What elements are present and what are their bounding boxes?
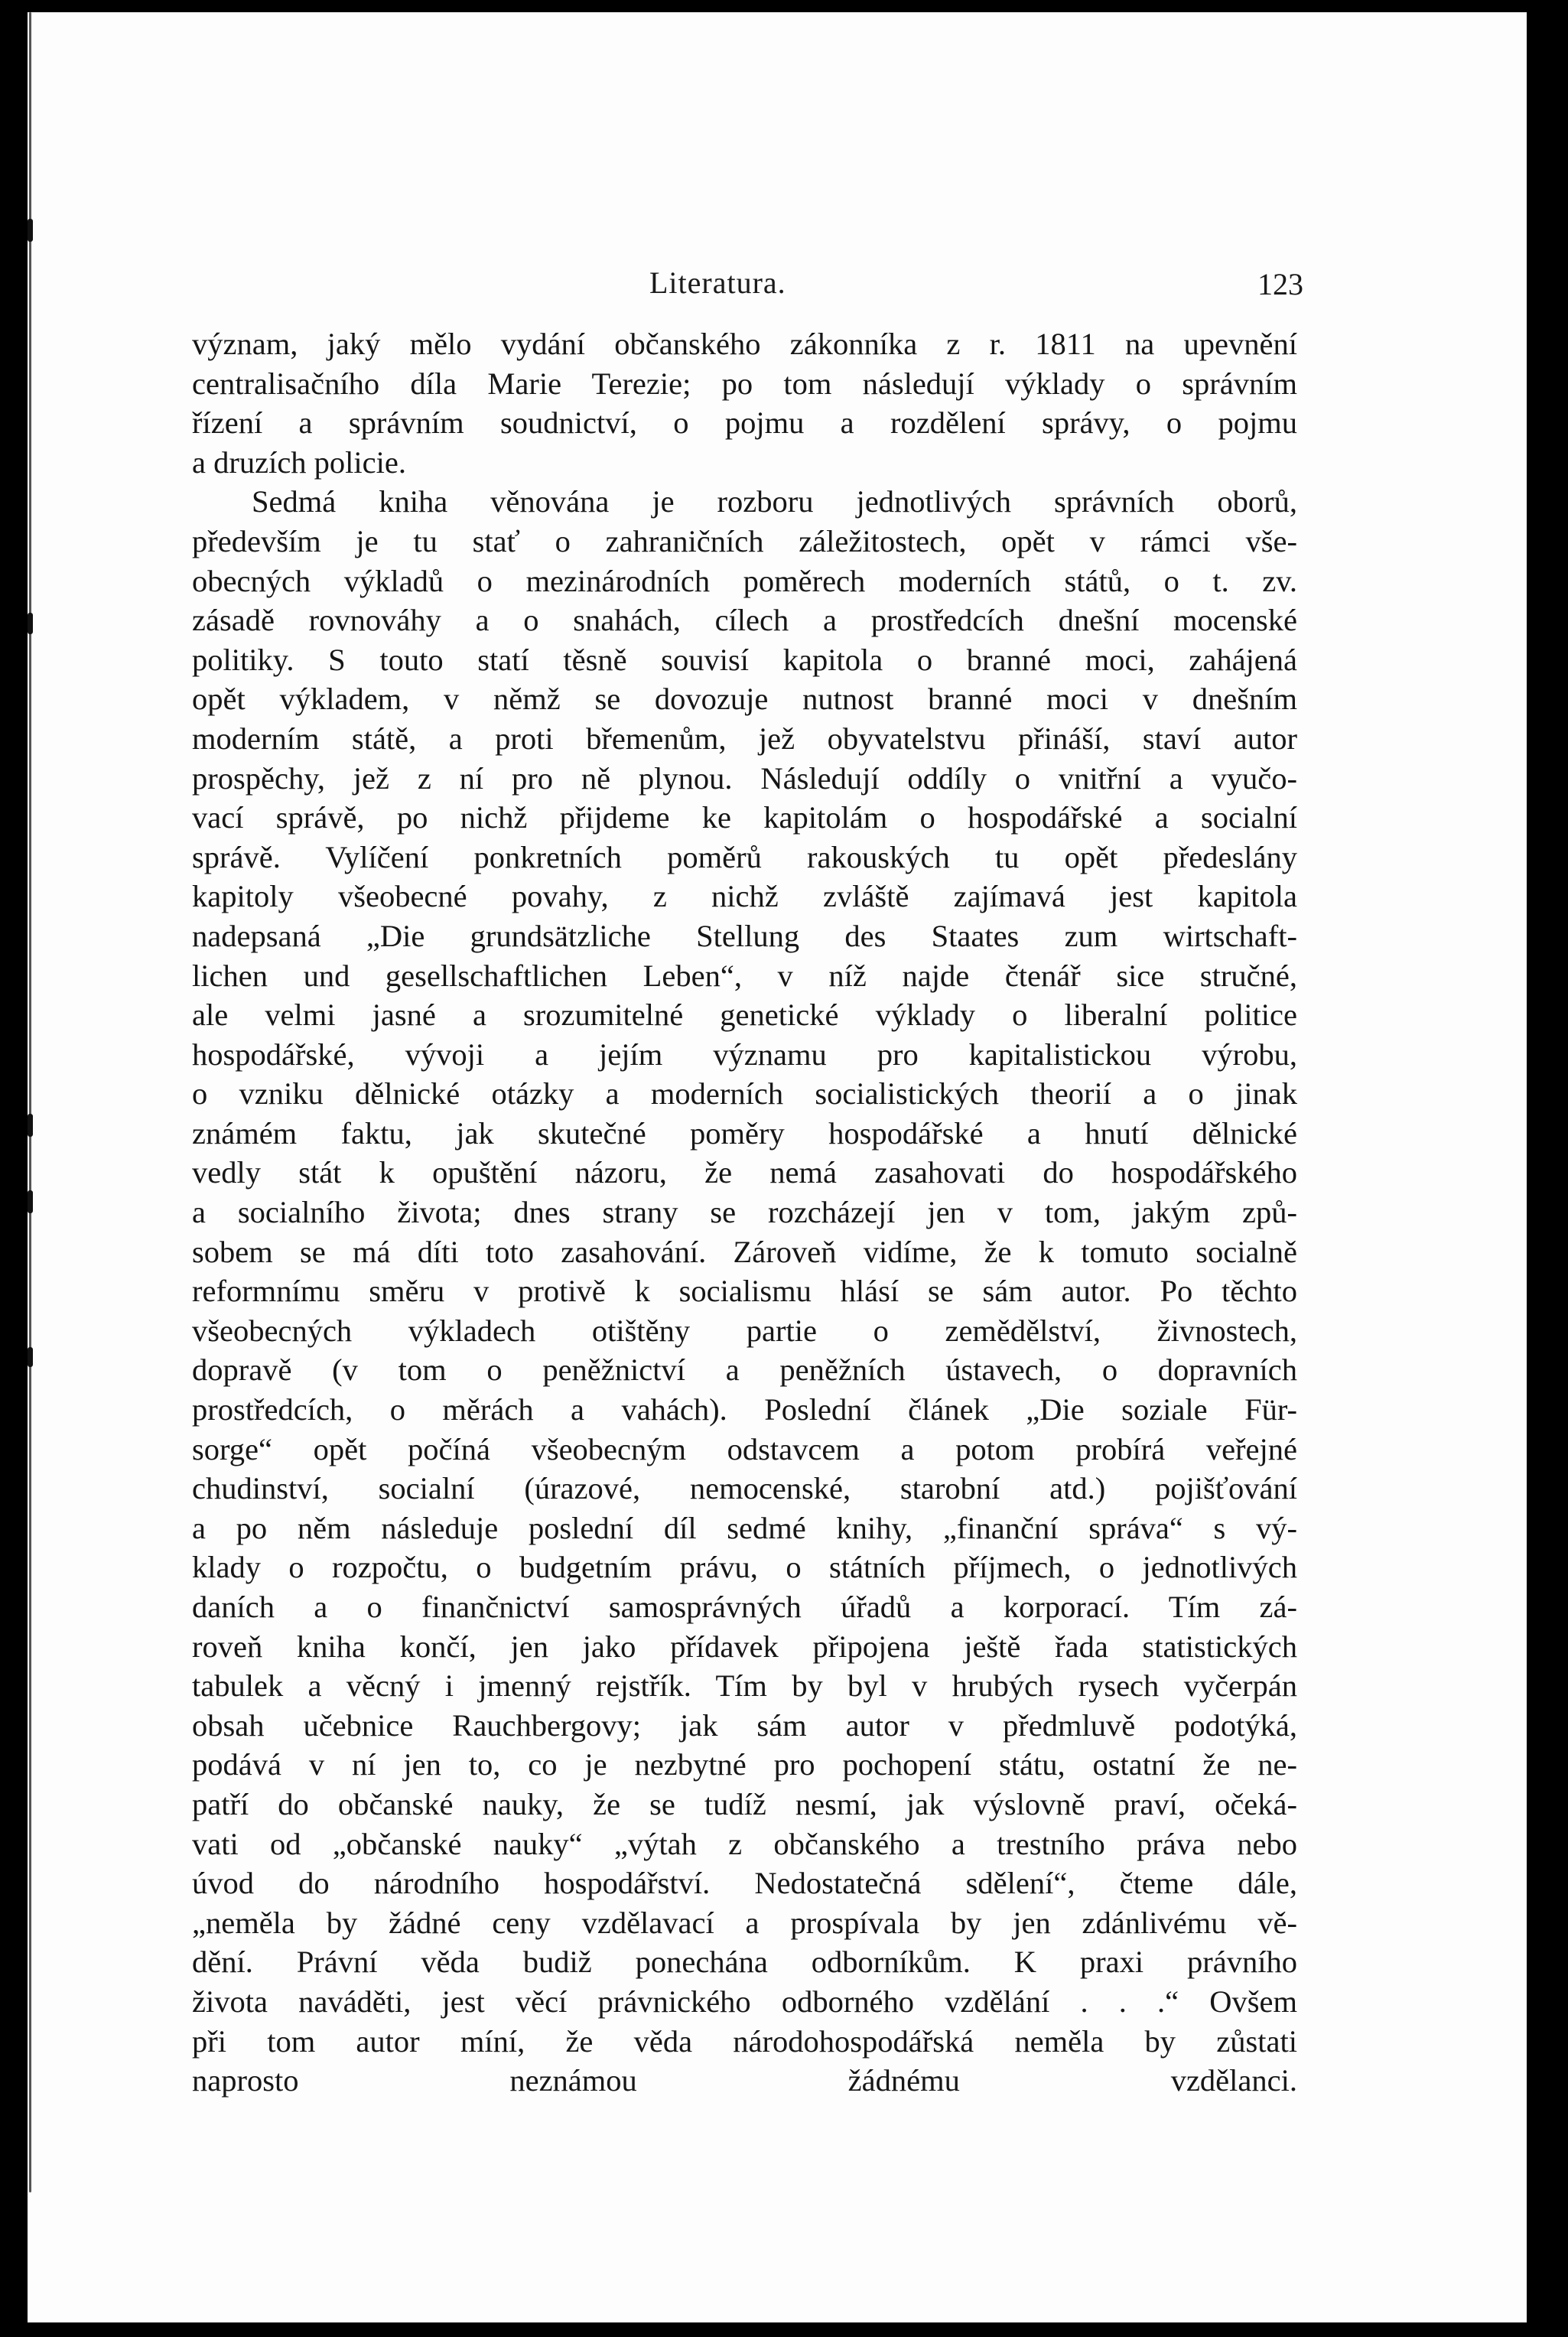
text-line: a po něm následuje poslední díl sedmé knihy, „finanční správa“ s vý- [192, 1510, 1297, 1545]
book-page [28, 12, 1527, 2322]
text-line: úvod do národního hospodářství. Nedostatečná sdělení“, čteme dále, [192, 1866, 1297, 1901]
text-line: ale velmi jasné a srozumitelné genetické výklady o liberalní politice [192, 998, 1297, 1033]
text-line: sobem se má díti toto zasahování. Zároveň vidíme, že k tomuto socialně [192, 1234, 1297, 1269]
text-line: roveň kniha končí, jen jako přídavek připojena ještě řada statistických [192, 1629, 1297, 1664]
text-line: především je tu stať o zahraničních záležitostech, opět v rámci vše- [192, 523, 1297, 558]
text-line: všeobecných výkladech otištěny partie o zemědělství, živnostech, [192, 1313, 1297, 1348]
text-line: zásadě rovnováhy a o snahách, cílech a prostředcích dnešní mocenské [192, 603, 1297, 638]
binding-edge-mark [28, 219, 33, 242]
body-text [192, 324, 1297, 2140]
text-line [192, 2101, 1297, 2140]
text-line: prostředcích, o měrách a vahách). Poslední článek „Die soziale Für- [192, 1392, 1297, 1427]
text-line: daních a o finančnictví samosprávných úřadů a korporací. Tím zá- [192, 1590, 1297, 1624]
text-line: chudinství, socialní (úrazové, nemocenské, starobní atd.) pojišťování [192, 1471, 1297, 1506]
text-line: opět výkladem, v němž se dovozuje nutnost branné moci v dnešním [192, 682, 1297, 717]
text-line: dění. Právní věda budiž ponechána odborníkům. K praxi právního [192, 1945, 1297, 1980]
text-line: klady o rozpočtu, o budgetním právu, o státních příjmech, o jednotlivých [192, 1550, 1297, 1585]
text-line: moderním státě, a proti břemenům, jež obyvatelstvu přináší, staví autor [192, 721, 1297, 756]
text-line: vací správě, po nichž přijdeme ke kapitolám o hospodářské a socialní [192, 800, 1297, 835]
text-line: tabulek a věcný i jmenný rejstřík. Tím by byl v hrubých rysech vyčerpán [192, 1668, 1297, 1704]
text-line: obecných výkladů o mezinárodních poměrech moderních států, o t. zv. [192, 563, 1297, 598]
text-line: při tom autor míní, že věda národohospodářská neměla by zůstati [192, 2023, 1297, 2059]
page-header [28, 257, 1527, 303]
running-title: Literatura. [649, 265, 786, 300]
text-line: hospodářské, vývoji a jejím významu pro kapitalistickou výrobu, [192, 1037, 1297, 1072]
text-line: význam, jaký mělo vydání občanského zákonníka z r. 1811 na upevnění [192, 327, 1297, 361]
text-line: obsah učebnice Rauchbergovy; jak sám autor v předmluvě podotýká, [192, 1707, 1297, 1743]
page-number: 123 [1257, 267, 1303, 301]
text-line: centralisačního díla Marie Terezie; po tom následují výklady o správním [192, 366, 1297, 401]
text-line: řízení a správním soudnictví, o pojmu a rozdělení správy, o pojmu [192, 405, 1297, 441]
text-line: a druzích policie. [192, 444, 406, 480]
text-line: o vzniku dělnické otázky a moderních socialistických theorií a o jinak [192, 1076, 1297, 1112]
binding-edge-mark [28, 1114, 33, 1137]
text-line: dopravě (v tom o peněžnictví a peněžních ústavech, o dopravních [192, 1352, 1297, 1388]
text-line: vedly stát k opuštění názoru, že nemá zasahovati do hospodářského [192, 1155, 1297, 1190]
text-line: reformnímu směru v protivě k socialismu hlásí se sám autor. Po těchto [192, 1274, 1297, 1309]
binding-edge-mark [28, 1347, 33, 1367]
text-line: a socialního života; dnes strany se rozcházejí jen v tom, jakým způ- [192, 1195, 1297, 1230]
text-line: naprosto neznámou žádnému vzdělanci. [192, 2063, 1297, 2098]
text-line: nadepsaná „Die grundsätzliche Stellung des Staates zum wirtschaft- [192, 918, 1297, 953]
binding-edge-mark [28, 613, 33, 634]
text-line: podává v ní jen to, co je nezbytné pro pochopení státu, ostatní že ne- [192, 1747, 1297, 1782]
binding-edge-mark [29, 12, 31, 2192]
text-line: sorge“ opět počíná všeobecným odstavcem a potom probírá veřejné [192, 1431, 1297, 1466]
text-line: vati od „občanské nauky“ „výtah z občanského a trestního práva nebo [192, 1826, 1297, 1861]
text-line: prospěchy, jež z ní pro ně plynou. Následují oddíly o vnitřní a vyučo- [192, 760, 1297, 796]
text-line: života naváděti, jest věcí právnického odborného vzdělání . . .“ Ovšem [192, 1984, 1297, 2019]
text-line: známém faktu, jak skutečné poměry hospodářské a hnutí dělnické [192, 1115, 1297, 1151]
text-line: lichen und gesellschaftlichen Leben“, v níž najde čtenář sice stručné, [192, 958, 1297, 993]
text-line: „neměla by žádné ceny vzdělavací a prospívala by jen zdánlivému vě- [192, 1905, 1297, 1940]
text-line: správě. Vylíčení ponkretních poměrů rakouských tu opět předeslány [192, 839, 1297, 874]
binding-edge-mark [28, 1190, 33, 1213]
text-line: politiky. S touto statí těsně souvisí kapitola o branné moci, zahájená [192, 642, 1297, 677]
text-line: kapitoly všeobecné povahy, z nichž zvláště zajímavá jest kapitola [192, 879, 1297, 914]
text-line: patří do občanské nauky, že se tudíž nesmí, jak výslovně praví, očeká- [192, 1786, 1297, 1821]
text-line: Sedmá kniha věnována je rozboru jednotlivých správních oborů, [252, 484, 1297, 519]
